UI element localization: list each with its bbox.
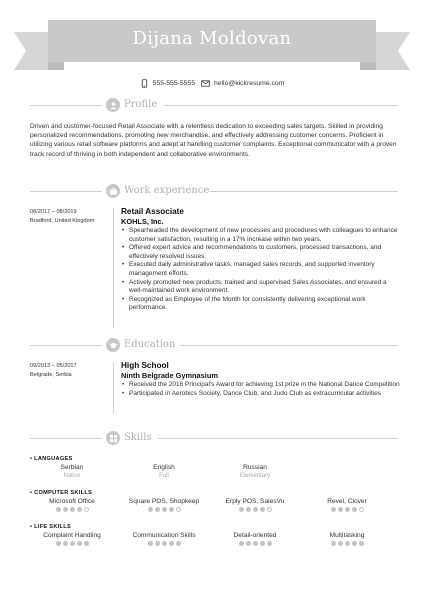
language-item: Russian Elementary (239, 464, 271, 479)
work-bullet: • Spearheaded the development of new processes and procedures with colleagues to enhance customer satisfaction, resulting in a 17% increase within two years. (121, 227, 401, 244)
work-title: Work experience (124, 185, 210, 196)
computer-skills-label: • COMPUTER SKILLS (30, 490, 93, 496)
education-location: Belgrade, Serbia (30, 372, 72, 378)
email-item (201, 79, 284, 88)
work-bullet: • Offered expert advice and recommendations to customers, processed transactions, and effectively resolved issues. (121, 244, 401, 261)
rating-dot-filled (155, 541, 160, 546)
divider (158, 438, 398, 439)
rating-dot-filled (260, 541, 265, 546)
rating-dot-filled (352, 541, 357, 546)
rating-dot-filled (239, 541, 244, 546)
rating-dots (302, 541, 392, 546)
rating-dot-filled (359, 541, 364, 546)
phone-item (140, 79, 195, 88)
skills-header (0, 431, 424, 445)
profile-summary: Driven and customer-focused Retail Associate with a relentless dedication to exceeding sales targets. Skilled in providing personalized recommendations, promoting new merchandise, and effectively addressing customer concerns. Proficient in utilizing various retail software platforms and adept at handling customer complaints. Exceptional communicator with a proven track record of thriving in both independent and collaborative environments. (30, 123, 397, 158)
rating-dot-filled (246, 541, 251, 546)
rating-dot-empty (84, 507, 89, 512)
skills-title: Skills (124, 432, 152, 443)
rating-dot-filled (253, 507, 258, 512)
rating-dot-filled (253, 541, 258, 546)
rating-dot-filled (56, 541, 61, 546)
rating-dot-filled (331, 507, 336, 512)
work-meta (30, 208, 110, 226)
rating-dot-filled (84, 541, 89, 546)
education-entry (121, 361, 401, 398)
briefcase-icon (106, 184, 120, 198)
work-header (0, 184, 424, 198)
work-bullets (121, 227, 401, 313)
rating-dot-filled (56, 507, 61, 512)
rating-dot-filled (345, 541, 350, 546)
life-skills-label: • LIFE SKILLS (30, 524, 71, 530)
rating-dot-filled (331, 541, 336, 546)
rating-dots (210, 541, 300, 546)
rating-dot-filled (70, 541, 75, 546)
rating-dot-filled (239, 507, 244, 512)
computer-skill-item: Microsoft Office (27, 497, 117, 512)
language-item: Serbian Native (60, 464, 84, 479)
name-banner (0, 0, 424, 80)
life-skill-item: Detail-oriented (210, 531, 300, 546)
work-dates: 08/2017 – 08/2019 (30, 209, 77, 215)
education-dates: 09/2013 – 05/2017 (30, 363, 77, 369)
rating-dot-filled (169, 507, 174, 512)
education-header (0, 338, 424, 352)
timeline-rule (113, 362, 114, 414)
rating-dot-filled (176, 541, 181, 546)
email-icon (201, 79, 210, 88)
work-bullet: • Executed daily administrative tasks, managed sales records, and supported inventory management efforts. (121, 261, 401, 278)
divider (30, 345, 102, 346)
profile-title: Profile (124, 99, 158, 110)
user-icon (106, 98, 120, 112)
divider (30, 191, 102, 192)
rating-dot-filled (148, 507, 153, 512)
language-item: English Full (153, 464, 175, 479)
rating-dot-filled (77, 507, 82, 512)
rating-dot-filled (260, 507, 265, 512)
life-skill-item: Multitasking (302, 531, 392, 546)
rating-dots (119, 541, 209, 546)
rating-dot-filled (162, 507, 167, 512)
languages-label: • LANGUAGES (30, 456, 73, 462)
work-entry (121, 207, 401, 313)
grid-icon (106, 431, 120, 445)
education-degree: High School (121, 361, 169, 370)
rating-dot-filled (345, 507, 350, 512)
profile-header (0, 98, 424, 112)
rating-dot-filled (77, 541, 82, 546)
education-school: Ninth Belgrade Gymnasium (121, 371, 218, 380)
computer-skill-item: Square POS, Shopkeep (119, 497, 209, 512)
education-title: Education (124, 339, 176, 350)
rating-dots (119, 507, 209, 512)
rating-dot-filled (70, 507, 75, 512)
rating-dot-filled (162, 541, 167, 546)
rating-dot-filled (63, 541, 68, 546)
divider (210, 191, 398, 192)
work-company: KOHLS, Inc. (121, 217, 164, 226)
rating-dot-filled (246, 507, 251, 512)
contact-bar (0, 79, 424, 88)
rating-dot-filled (148, 541, 153, 546)
divider (30, 438, 102, 439)
rating-dot-filled (352, 507, 357, 512)
rating-dot-filled (338, 541, 343, 546)
rating-dot-empty (359, 507, 364, 512)
phone-text: 555-555-5555 (152, 80, 195, 87)
divider (180, 345, 398, 346)
computer-skill-item: Erply POS, SalesVu (210, 497, 300, 512)
education-bullet: • Received the 2016 Principal's Award for achieving 1st prize in the National Dance Competition (121, 381, 401, 390)
rating-dots (302, 507, 392, 512)
candidate-name: Dijana Moldovan (132, 28, 292, 49)
rating-dot-filled (169, 541, 174, 546)
work-role: Retail Associate (121, 207, 184, 216)
phone-icon (140, 79, 149, 88)
computer-skill-item: Revel, Clover (302, 497, 392, 512)
rating-dots (27, 541, 117, 546)
work-bullet: • Actively promoted new products, trained and supervised Sales Associates, and ensured a well-maintained work environment. (121, 279, 401, 296)
graduation-cap-icon (106, 338, 120, 352)
education-bullets (121, 381, 401, 398)
rating-dot-empty (176, 507, 181, 512)
rating-dots (210, 507, 300, 512)
email-text: hello@kickresume.com (213, 80, 285, 87)
rating-dots (27, 507, 117, 512)
rating-dot-filled (155, 507, 160, 512)
rating-dot-filled (63, 507, 68, 512)
life-skill-item: Communication Skills (119, 531, 209, 546)
timeline-rule (113, 208, 114, 328)
divider (30, 105, 102, 106)
work-location: Bradford, United Kingdom (30, 218, 95, 224)
education-meta (30, 362, 110, 380)
divider (164, 105, 398, 106)
rating-dot-filled (338, 507, 343, 512)
education-bullet: • Participated in Aerobics Society, Dance Club, and Judo Club as extracurricular activities (121, 390, 401, 399)
rating-dot-empty (267, 507, 272, 512)
work-bullet: • Recognized as Employee of the Month for consistently delivering exceptional work performance. (121, 296, 401, 313)
rating-dot-filled (267, 541, 272, 546)
life-skill-item: Complaint Handling (27, 531, 117, 546)
